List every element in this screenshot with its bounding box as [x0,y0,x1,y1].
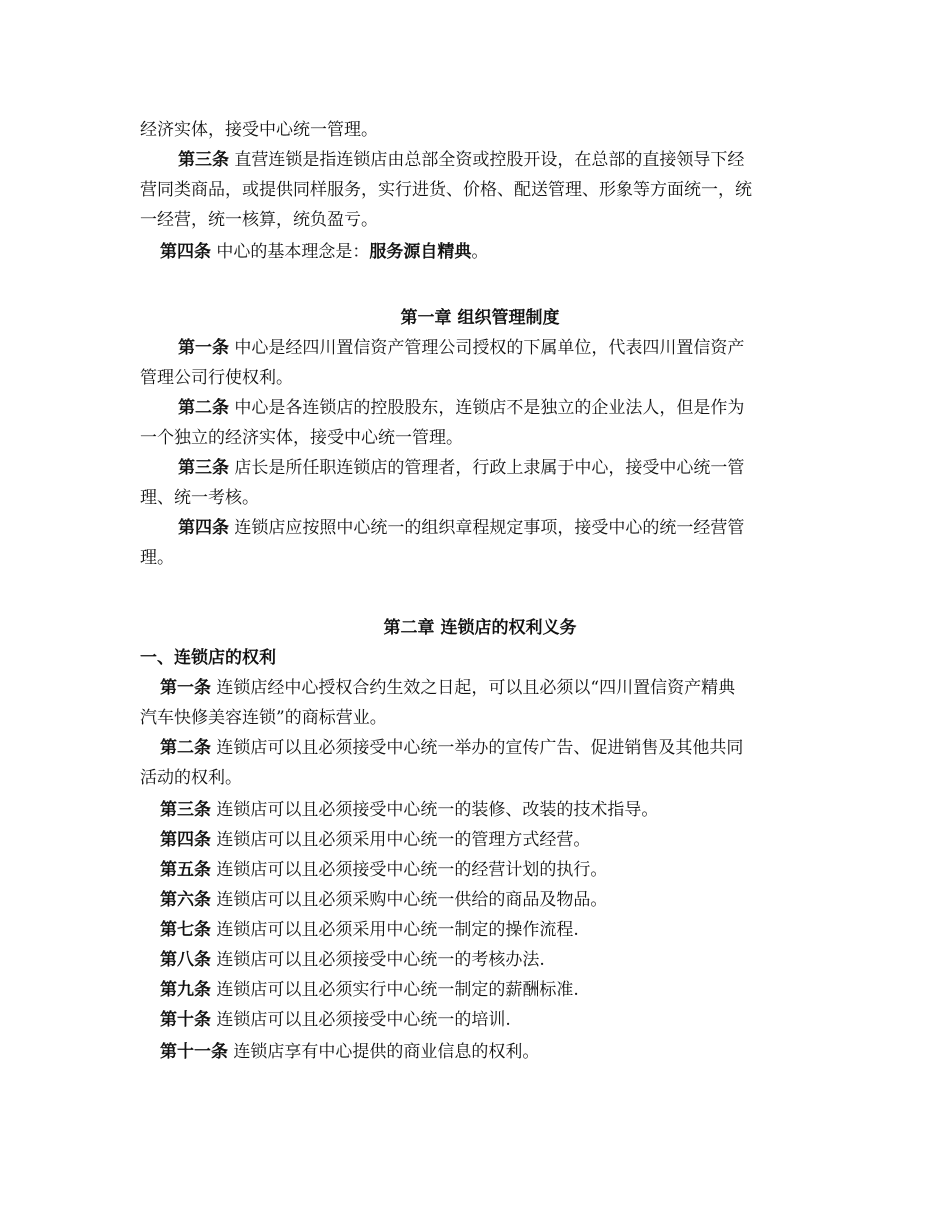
bold-text: 第四条 [178,518,229,538]
text-line [140,486,820,510]
bold-text: 第十条 [160,1010,211,1030]
text-line [140,676,840,700]
text-line [140,546,820,570]
text-line [140,918,840,942]
bold-text: 第八条 [160,950,211,970]
body-text: 店长是所任职连锁店的管理者，行政上隶属于中心，接受中心统一管 [229,458,745,478]
bold-text: 第三条 [178,150,229,170]
text-line [140,396,858,420]
body-text: 一个独立的经济实体，接受中心统一管理。 [140,428,463,448]
bold-text: 第十一条 [160,1042,228,1062]
text-line [140,1008,840,1032]
text-line [140,208,820,232]
text-line [140,456,858,480]
body-text: 理、统一考核。 [140,488,259,508]
text-line [140,178,820,202]
text-line [140,888,840,912]
bold-text: 第四条 [160,830,211,850]
text-line [140,978,840,1002]
body-text: 中心是各连锁店的控股股东，连锁店不是独立的企业法人，但是作为 [229,398,745,418]
bold-text: 第三条 [160,800,211,820]
body-text: 直营连锁是指连锁店由总部全资或控股开设，在总部的直接领导下经 [229,150,745,170]
body-text: 。 [471,242,489,262]
body-text: 连锁店经中心授权合约生效之日起，可以且必须以“四川置信资产精典 [211,678,736,698]
bold-text: 第二条 [178,398,229,418]
body-text: 营同类商品，或提供同样服务，实行进货、价格、配送管理、形象等方面统一，统 [140,180,752,200]
text-line [140,240,840,264]
body-text: 中心是经四川置信资产管理公司授权的下属单位，代表四川置信资产 [229,338,745,358]
body-text: 连锁店应按照中心统一的组织章程规定事项，接受中心的统一经营管 [229,518,745,538]
body-text: 连锁店可以且必须接受中心统一的经营计划的执行。 [211,860,608,880]
text-line [140,858,840,882]
bold-text: 第六条 [160,890,211,910]
body-text: 连锁店享有中心提供的商业信息的权利。 [228,1042,540,1062]
body-text: 连锁店可以且必须实行中心统一制定的薪酬标准. [211,980,579,1000]
body-text: 管理公司行使权利。 [140,368,293,388]
body-text: 连锁店可以且必须接受中心统一举办的宣传广告、促进销售及其他共同 [211,738,744,758]
text-line [140,148,858,172]
text-line [140,336,858,360]
text-line [140,736,840,760]
text-line [140,766,820,790]
bold-text: 第一条 [160,678,211,698]
chapter-heading [140,306,820,330]
bold-text: 第一条 [178,338,229,358]
text-line [140,948,840,972]
body-text: 理。 [140,548,174,568]
body-text: 汽车快修美容连锁”的商标营业。 [140,708,387,728]
text-line [140,798,840,822]
body-text: 连锁店可以且必须采购中心统一供给的商品及物品。 [211,890,608,910]
bold-text: 一、连锁店的权利 [140,648,276,668]
bold-text: 服务源自精典 [369,242,472,262]
text-line [140,828,840,852]
body-text: 一经营，统一核算，统负盈亏。 [140,210,378,230]
body-text: 连锁店可以且必须接受中心统一的培训. [211,1010,511,1030]
text-line [140,118,820,142]
bold-text: 第四条 [160,242,211,262]
bold-text: 第二章 连锁店的权利义务 [383,618,577,638]
bold-text: 第一章 组织管理制度 [400,308,560,328]
body-text: 连锁店可以且必须采用中心统一的管理方式经营。 [211,830,591,850]
text-line [140,426,820,450]
body-text: 连锁店可以且必须接受中心统一的考核办法. [211,950,545,970]
body-text: 连锁店可以且必须采用中心统一制定的操作流程. [211,920,579,940]
body-text: 中心的基本理念是： [211,242,370,262]
chapter-heading [140,616,820,640]
bold-text: 第三条 [178,458,229,478]
text-line [140,1040,840,1064]
body-text: 活动的权利。 [140,768,242,788]
body-text: 经济实体，接受中心统一管理。 [140,120,378,140]
text-line [140,646,820,670]
bold-text: 第九条 [160,980,211,1000]
bold-text: 第五条 [160,860,211,880]
bold-text: 第七条 [160,920,211,940]
text-line [140,366,820,390]
body-text: 连锁店可以且必须接受中心统一的装修、改装的技术指导。 [211,800,659,820]
text-line [140,706,820,730]
bold-text: 第二条 [160,738,211,758]
text-line [140,516,858,540]
